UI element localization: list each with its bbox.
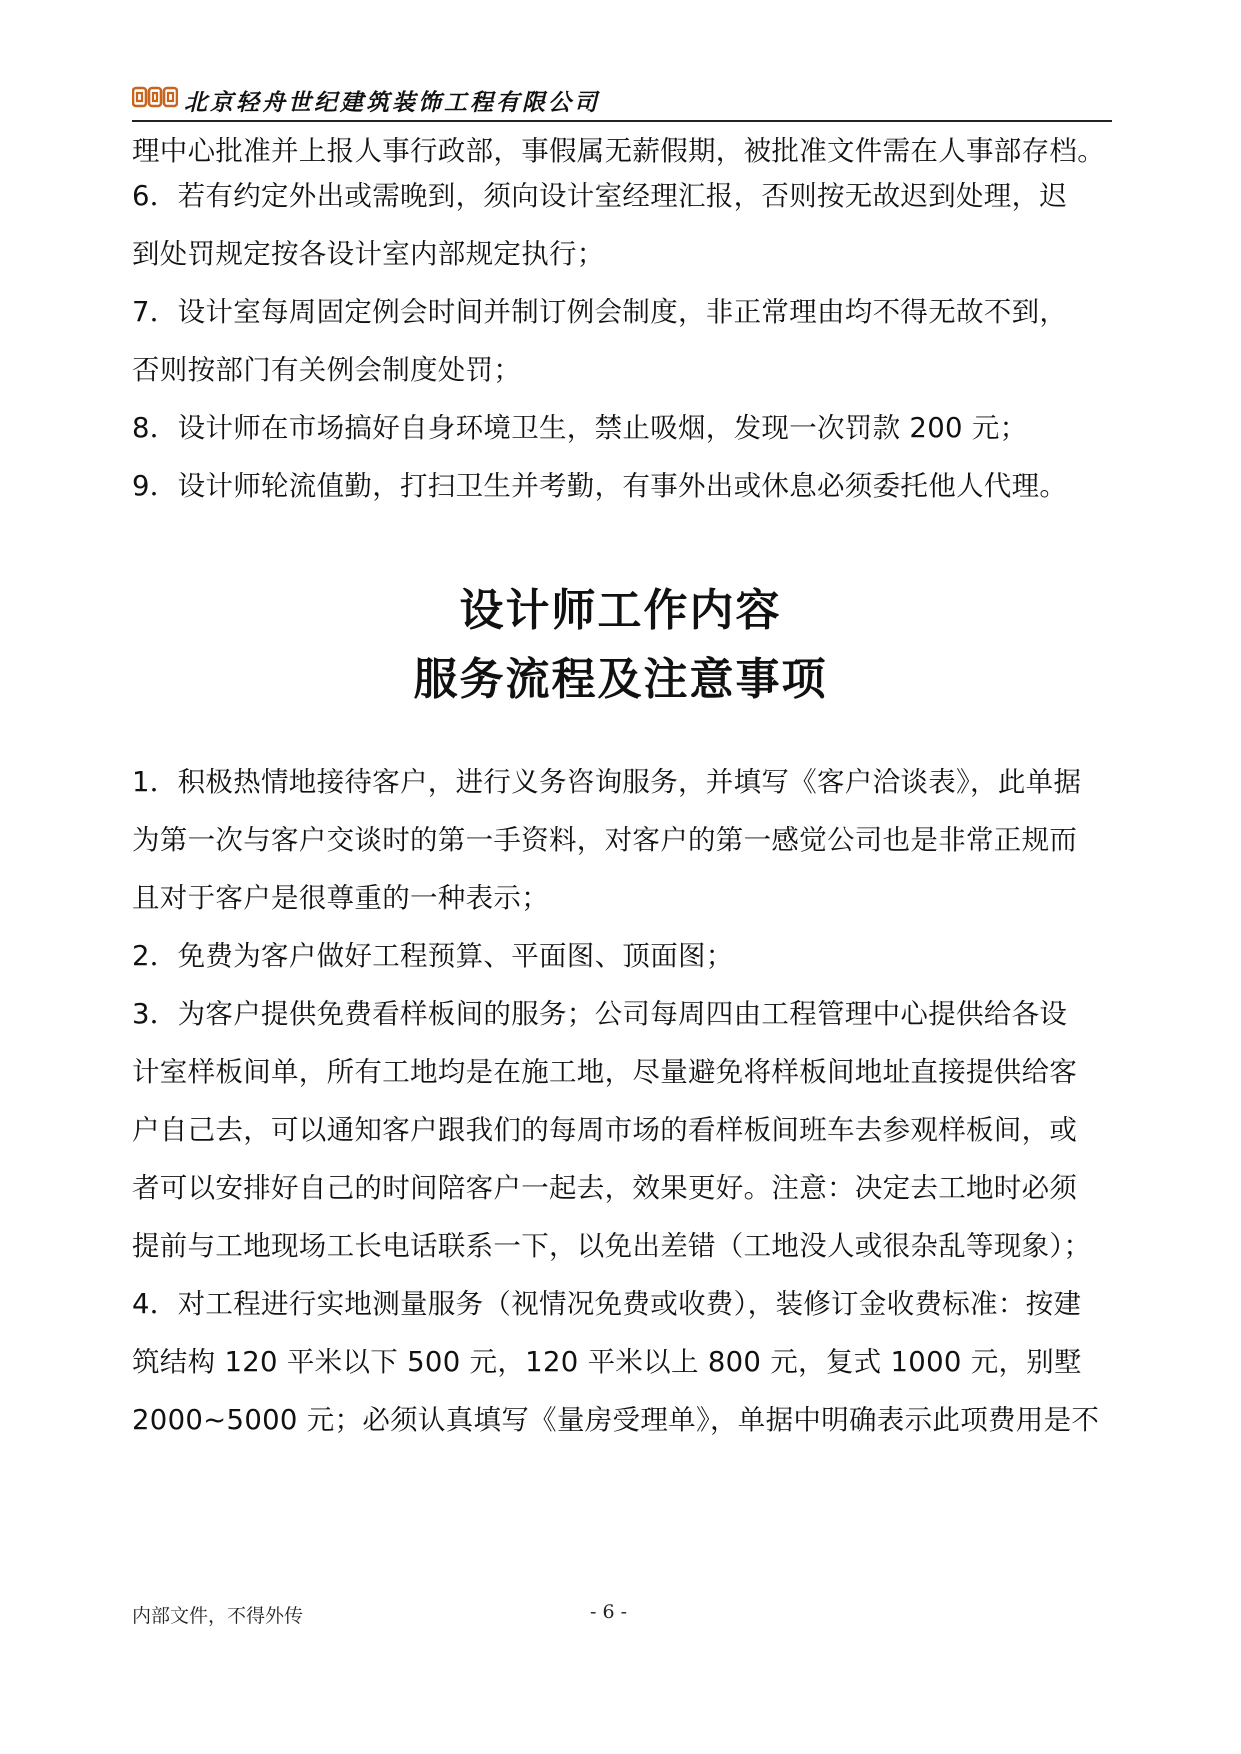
text-line: 为第一次与客户交谈时的第一手资料，对客户的第一感觉公司也是非常正规而 <box>132 824 1078 856</box>
section-title-line-2: 服务流程及注意事项 <box>413 654 828 705</box>
text-line: 户自己去，可以通知客户跟我们的每周市场的看样板间班车去参观样板间，或 <box>132 1114 1078 1146</box>
text-line: 8．设计师在市场搞好自身环境卫生，禁止吸烟，发现一次罚款 200 元； <box>132 412 1028 444</box>
footer-confidential-note: 内部文件，不得外传 <box>132 1605 304 1627</box>
company-logo-icon <box>132 86 178 108</box>
text-line: 7．设计室每周固定例会时间并制订例会制度，非正常理由均不得无故不到， <box>132 296 1068 328</box>
text-line: 3．为客户提供免费看样板间的服务；公司每周四由工程管理中心提供给各设 <box>132 998 1068 1030</box>
page-header <box>132 80 1112 122</box>
text-line: 且对于客户是很尊重的一种表示； <box>132 882 549 914</box>
text-line: 筑结构 120 平米以下 500 元，120 平米以上 800 元，复式 1000 元，别墅 <box>132 1346 1082 1378</box>
text-line: 2．免费为客户做好工程预算、平面图、顶面图； <box>132 940 734 972</box>
text-line: 计室样板间单，所有工地均是在施工地，尽量避免将样板间地址直接提供给客 <box>132 1056 1078 1088</box>
page-number: - 6 - <box>590 1601 628 1623</box>
text-line: 理中心批准并上报人事行政部，事假属无薪假期，被批准文件需在人事部存档。 <box>132 135 1105 167</box>
text-line: 到处罚规定按各设计室内部规定执行； <box>132 238 605 270</box>
text-line: 1．积极热情地接待客户，进行义务咨询服务，并填写《客户洽谈表》，此单据 <box>132 766 1082 798</box>
text-line: 9．设计师轮流值勤，打扫卫生并考勤，有事外出或休息必须委托他人代理。 <box>132 470 1068 502</box>
text-line: 提前与工地现场工长电话联系一下，以免出差错（工地没人或很杂乱等现象）； <box>132 1230 1092 1262</box>
section-title-line-1: 设计师工作内容 <box>459 585 782 636</box>
company-name: 北京轻舟世纪建筑装饰工程有限公司 <box>184 90 600 116</box>
text-line: 4．对工程进行实地测量服务（视情况免费或收费），装修订金收费标准：按建 <box>132 1288 1082 1320</box>
text-line: 否则按部门有关例会制度处罚； <box>132 354 522 386</box>
text-line: 2000~5000 元；必须认真填写《量房受理单》，单据中明确表示此项费用是不 <box>132 1404 1100 1436</box>
text-line: 者可以安排好自己的时间陪客户一起去，效果更好。注意：决定去工地时必须 <box>132 1172 1078 1204</box>
text-line: 6．若有约定外出或需晚到，须向设计室经理汇报，否则按无故迟到处理，迟 <box>132 180 1068 212</box>
